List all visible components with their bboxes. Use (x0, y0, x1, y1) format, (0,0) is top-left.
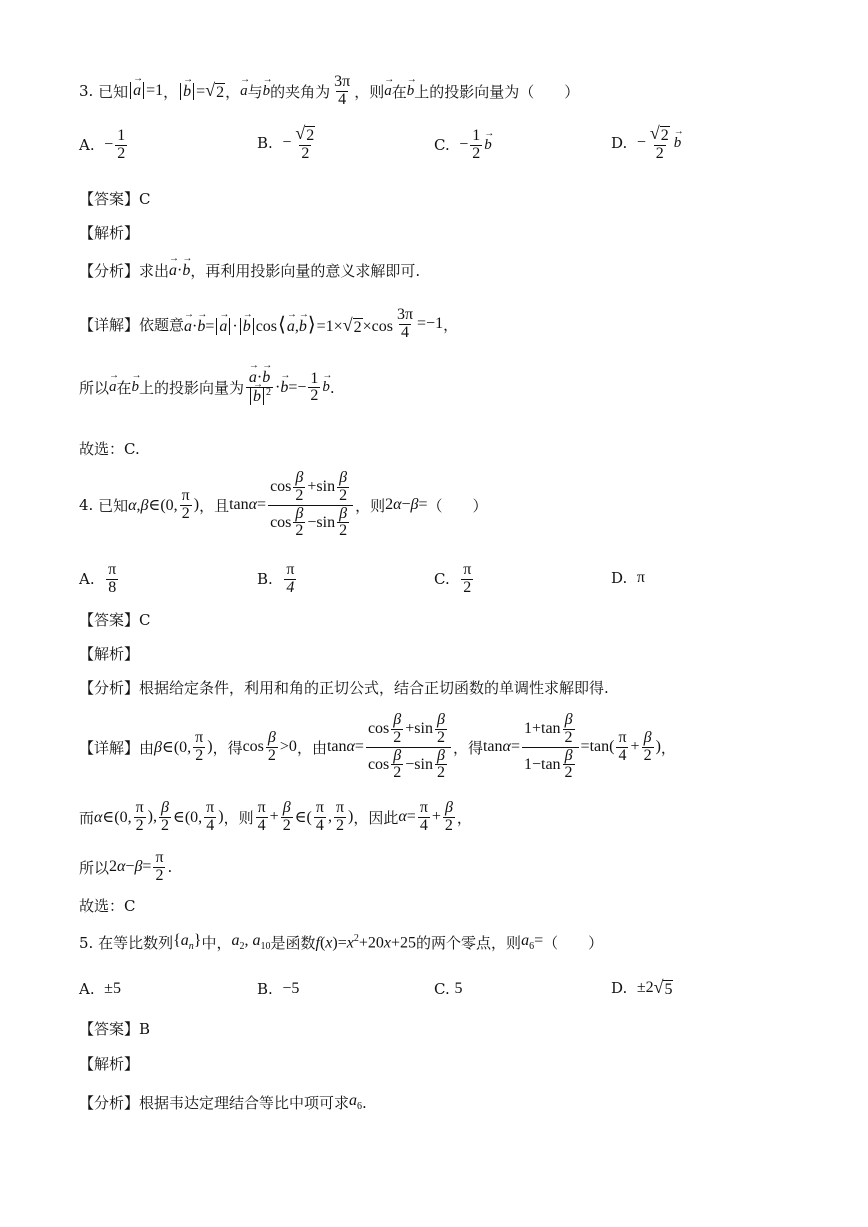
q4-fenxi: 【分析】根据给定条件，利用和角的正切公式，结合正切函数的单调性求解即得. (79, 679, 609, 697)
q3-option-b[interactable]: B. − √ 2 2 (257, 123, 315, 162)
q4-xiangjie: 【详解】由 β∈(0, $\frac{\pi}{2}$ ) ，得 cos $\frac{\beta}{2}$ >0 ，由 tanα= cos $\frac{\beta}{2}$ +sin $\frac{\beta}{2}$ cos $\frac{\beta}{2}$ −sin $\frac{\beta}{2}$ ，得 tanα= 1+tan $\frac{\beta}{2}$ 1−tan $\frac{\beta}{2}$ =tan( $\frac{\pi}{4}$ + $\frac{\beta}{2}$ ) ， (79, 711, 676, 782)
q3-xiangjie: 【详解】依题意 → a·→ b=→ a ·→ b cos⟨→ a,→ b⟩=1× √ 2 ×cos $\frac{3\pi}{4}$ =−1 ， (79, 307, 458, 342)
q5-option-b[interactable]: B. −5 (257, 980, 300, 998)
q3-fenxi: 【分析】求出 → a·→ b ，再利用投影向量的意义求解即可. (79, 260, 420, 281)
q4-option-d[interactable]: D. π (611, 569, 645, 587)
q4-option-b[interactable]: B. $\frac{\pi}{4}$ (257, 561, 295, 596)
q5-answer: 【答案】B (79, 1020, 151, 1038)
q4-guxuan: 故选：C (79, 897, 136, 915)
q4-suoyi: 所以 2α−β= $\frac{\pi}{2}$ . (79, 849, 173, 884)
q5-jiexi: 【解析】 (79, 1055, 140, 1073)
q5-option-d[interactable]: D. ±2 √ 5 (611, 977, 673, 998)
q3-option-a[interactable]: A. − $\frac{1}{2}$ (79, 127, 126, 162)
q3-number: 3. (79, 82, 94, 101)
q4-jiexi: 【解析】 (79, 645, 140, 663)
q3-option-d[interactable]: D. − √ 2 2 → b (611, 124, 681, 162)
q3-option-c[interactable]: C. − $\frac{1}{2}$ → b (434, 128, 492, 163)
q5-option-a[interactable]: A. ±5 (79, 980, 121, 998)
q3-jiexi: 【解析】 (79, 224, 140, 242)
q5-stem: 5. 在等比数列 $\{a_n\}$ 中， $a_2$, $a_{10}$ 是函数 $f(x)=x^2+20x+25$ 的两个零点，则 $a_6=$ （ ） (79, 932, 604, 953)
q5-option-c[interactable]: C. 5 (434, 980, 463, 998)
q4-option-c[interactable]: C. $\frac{\pi}{2}$ (434, 561, 472, 596)
q4-answer: 【答案】C (79, 611, 151, 629)
q3-stem: 3. 已知 → a =1 ， → b = √ 2 ， → a 与 → b 的夹角为 $\frac{3\pi}{4}$ ，则 → a 在 → b 上的投影向量为（ ） (79, 74, 579, 109)
q4-option-a[interactable]: A. $\frac{\pi}{8}$ (79, 561, 117, 596)
q3-answer: 【答案】C (79, 190, 151, 208)
q3-suoyi: 所以 → a 在 → b 上的投影向量为 → a·→ b → b $^2$ ·→ b=− $\frac{1}{2}$ → b . (79, 370, 335, 406)
q3-guxuan: 故选：C. (79, 440, 140, 458)
q5-fenxi: 【分析】根据韦达定理结合等比中项可求 $a_6$ . (79, 1092, 367, 1113)
q4-er: 而 α∈(0, $\frac{\pi}{2}$ ), $\frac{\beta}{2}$ ∈(0, $\frac{\pi}{4}$ ) ，则 $\frac{\pi}{4}$ + $\frac{\beta}{2}$ ∈( $\frac{\pi}{4}$ , $\frac{\pi}{2}$ ) ，因此 α = $\frac{\pi}{4}$ + $\frac{\beta}{2}$ ， (79, 799, 472, 834)
q4-stem: 4. 已知 α,β∈(0, $\frac{\pi}{2}$ ) ，且 tanα= cos $\frac{\beta}{2}$ +sin $\frac{\beta}{2}$ cos $\frac{\beta}{2}$ −sin $\frac{\beta}{2}$ ，则 2α−β= （ ） (79, 469, 488, 540)
